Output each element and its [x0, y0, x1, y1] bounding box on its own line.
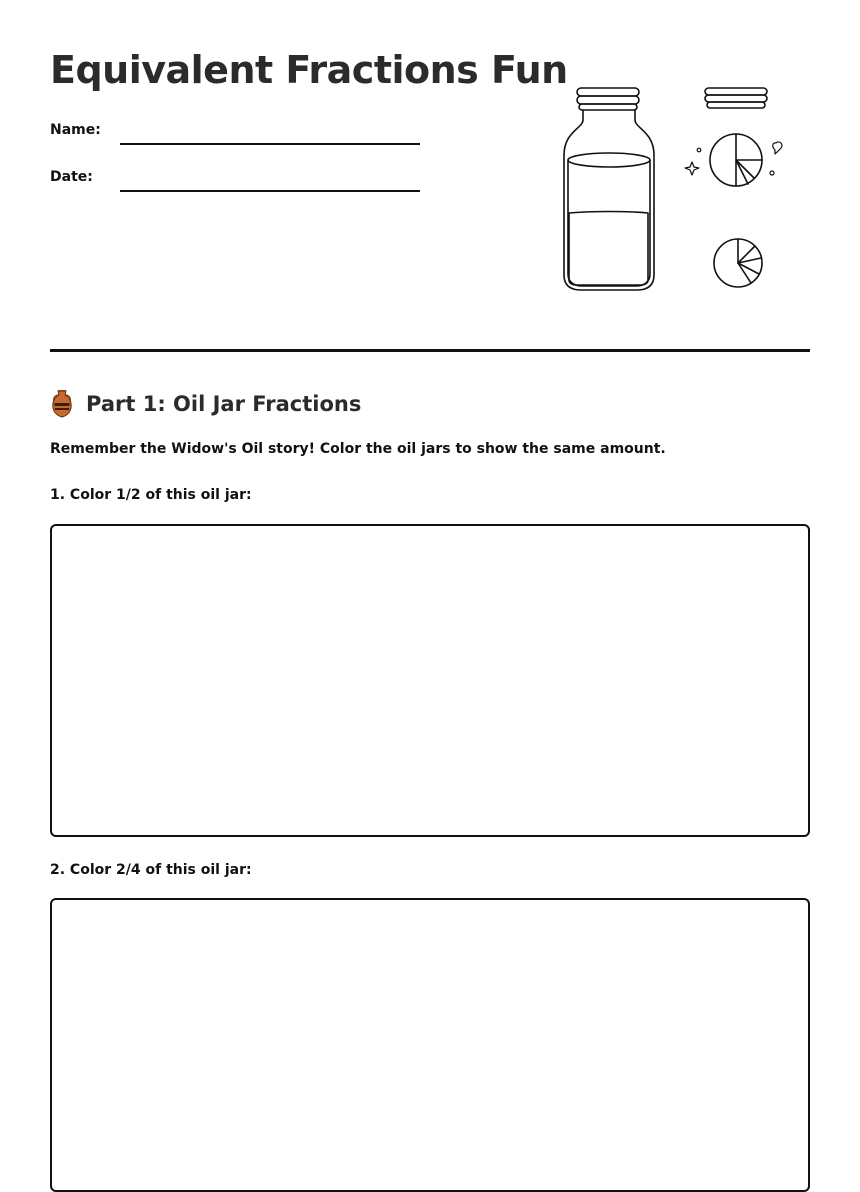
- part1-instructions: Remember the Widow's Oil story! Color the oil jars to show the same amount.: [50, 441, 666, 457]
- name-label: Name:: [50, 122, 101, 138]
- question-1-label: 1. Color 1/2 of this oil jar:: [50, 487, 252, 503]
- oil-jar-and-pie-charts-icon: [555, 80, 785, 300]
- date-label: Date:: [50, 169, 93, 185]
- date-field[interactable]: [120, 190, 420, 192]
- name-field[interactable]: [120, 143, 420, 145]
- section-divider: [50, 349, 810, 352]
- question-2-drawing-area[interactable]: [50, 898, 810, 1192]
- part1-heading: [50, 389, 361, 419]
- amphora-icon: [50, 389, 74, 419]
- question-2-label: 2. Color 2/4 of this oil jar:: [50, 862, 252, 878]
- page-title: Equivalent Fractions Fun: [50, 48, 568, 92]
- part1-heading-text: Part 1: Oil Jar Fractions: [86, 392, 362, 416]
- question-1-drawing-area[interactable]: [50, 524, 810, 837]
